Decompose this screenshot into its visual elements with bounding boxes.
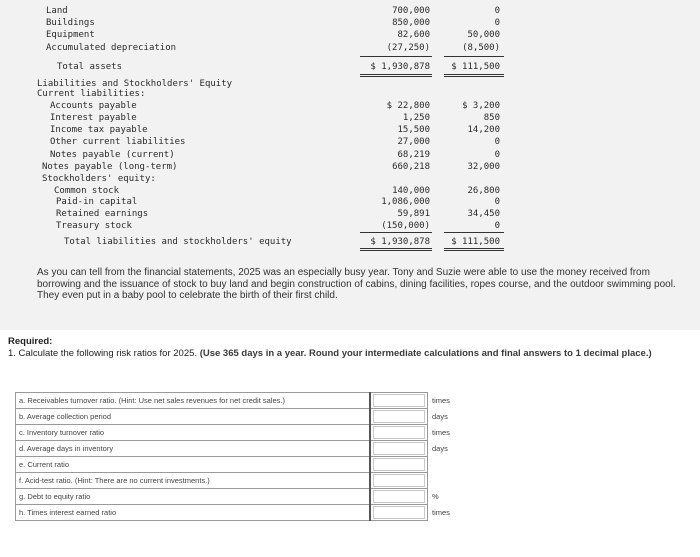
bs-value-c1: (150,000)	[381, 221, 430, 231]
bs-value-c1: 1,250	[402, 113, 430, 123]
bs-row-label: Treasury stock	[56, 221, 132, 231]
underline-rule	[360, 232, 432, 233]
bs-row-label: Total assets	[57, 62, 123, 72]
ratio-label: c. Inventory turnover ratio	[16, 425, 371, 441]
bs-value-c2: 0	[494, 150, 500, 160]
bs-row-label: Common stock	[54, 186, 120, 196]
ratio-answer-input[interactable]	[373, 506, 425, 519]
ratio-answer-input[interactable]	[373, 394, 425, 407]
ratio-label: b. Average collection period	[16, 409, 371, 425]
bs-value-c1: 660,218	[392, 162, 430, 172]
bs-value-c2: $ 111,500	[451, 62, 500, 72]
ratio-answer-input[interactable]	[373, 474, 425, 487]
bs-value-c1: 82,600	[397, 30, 430, 40]
bs-value-c2: 34,450	[467, 209, 500, 219]
underline-rule	[444, 74, 504, 75]
ratio-answer-cell	[370, 473, 428, 489]
bs-row-label: Accounts payable	[50, 101, 137, 111]
ratio-label: h. Times interest earned ratio	[16, 505, 371, 521]
bs-row-label: Total liabilities and stockholders' equity	[64, 237, 292, 247]
bs-value-c2: 0	[494, 137, 500, 147]
ratio-answer-cell	[370, 457, 428, 473]
ratio-row	[16, 473, 463, 489]
bs-row-label: Equipment	[46, 30, 95, 40]
bs-value-c1: 68,219	[397, 150, 430, 160]
narrative-text: As you can tell from the financial statements, 2025 was an especially busy year. Tony and Suzie were able to use the money received from borrowing and the issuance of stock to buy land and begin construction of cabins, dining facilities, ropes course, and the outdoor swimming pool. They even put in a baby pool to celebrate the birth of their first child.	[37, 267, 676, 301]
ratio-row	[16, 393, 463, 409]
ratio-row	[16, 505, 463, 521]
bs-value-c1: (27,250)	[386, 43, 430, 53]
ratio-unit: times	[432, 508, 450, 517]
bs-value-c2: $ 111,500	[451, 237, 500, 247]
ratio-row	[16, 409, 463, 425]
underline-rule	[360, 76, 432, 77]
ratio-row	[16, 489, 463, 505]
bs-value-c2: 26,800	[467, 186, 500, 196]
ratio-answer-input[interactable]	[373, 410, 425, 423]
ratio-answer-input[interactable]	[373, 426, 425, 439]
bs-value-c2: 50,000	[467, 30, 500, 40]
ratio-answer-input[interactable]	[373, 458, 425, 471]
ratio-row	[16, 457, 463, 473]
ratio-answer-cell	[370, 505, 428, 521]
ratio-unit: days	[432, 444, 448, 453]
ratio-label: g. Debt to equity ratio	[16, 489, 371, 505]
requirement-block	[8, 336, 698, 359]
bs-row-label: Retained earnings	[56, 209, 149, 219]
bs-value-c2: 0	[494, 221, 500, 231]
ratio-label: f. Acid-test ratio. (Hint: There are no current investments.)	[16, 473, 371, 489]
required-instruction: (Use 365 days in a year. Round your intermediate calculations and final answers to 1 decimal place.)	[199, 347, 652, 359]
ratio-unit: days	[432, 412, 448, 421]
bs-value-c1: $ 1,930,878	[370, 237, 430, 247]
ratio-answer-cell	[370, 393, 428, 409]
required-heading: Required:	[8, 336, 53, 347]
underline-rule	[444, 248, 504, 249]
bs-row-label: Paid-in capital	[56, 197, 138, 207]
underline-rule	[444, 76, 504, 77]
underline-rule	[444, 232, 504, 233]
bs-value-c1: 700,000	[392, 6, 430, 16]
bs-row-label: Income tax payable	[50, 125, 148, 135]
bs-value-c1: 15,500	[397, 125, 430, 135]
bs-value-c1: 27,000	[397, 137, 430, 147]
bs-row-label: Land	[46, 6, 68, 16]
bs-value-c1: 59,891	[397, 209, 430, 219]
ratio-answer-cell	[370, 489, 428, 505]
ratio-row	[16, 441, 463, 457]
ratio-unit	[428, 457, 463, 473]
underline-rule	[360, 250, 432, 251]
ratio-label: e. Current ratio	[16, 457, 371, 473]
bs-value-c2: 850	[483, 113, 500, 123]
required-text: 1. Calculate the following risk ratios for 2025.	[8, 347, 198, 359]
ratio-answer-cell	[370, 425, 428, 441]
bs-row-label: Buildings	[46, 18, 95, 28]
bs-value-c1: $ 1,930,878	[370, 62, 430, 72]
bs-row-label: Accumulated depreciation	[46, 43, 177, 53]
ratio-answer-cell	[370, 441, 428, 457]
bs-row-label: Stockholders' equity:	[42, 174, 156, 184]
bs-row-label: Current liabilities:	[37, 89, 146, 99]
ratio-unit: times	[432, 396, 450, 405]
bs-value-c2: 0	[494, 6, 500, 16]
ratio-unit	[428, 473, 463, 489]
bs-value-c2: 0	[494, 18, 500, 28]
underline-rule	[360, 56, 432, 57]
underline-rule	[444, 250, 504, 251]
ratio-label: a. Receivables turnover ratio. (Hint: Use net sales revenues for net credit sales.)	[16, 393, 371, 409]
underline-rule	[360, 74, 432, 75]
ratio-answer-input[interactable]	[373, 490, 425, 503]
ratio-answer-cell	[370, 409, 428, 425]
ratio-label: d. Average days in inventory	[16, 441, 371, 457]
bs-row-label: Notes payable (current)	[50, 150, 175, 160]
bs-value-c2: 32,000	[467, 162, 500, 172]
bs-value-c1: $ 22,800	[386, 101, 430, 111]
bs-value-c2: 0	[494, 197, 500, 207]
bs-value-c1: 140,000	[392, 186, 430, 196]
bs-value-c2: $ 3,200	[462, 101, 500, 111]
bs-value-c2: (8,500)	[462, 43, 500, 53]
ratio-unit: %	[432, 492, 439, 501]
bs-value-c1: 850,000	[392, 18, 430, 28]
ratio-table	[15, 392, 463, 521]
underline-rule	[360, 248, 432, 249]
bs-row-label: Other current liabilities	[50, 137, 186, 147]
bs-row-label: Liabilities and Stockholders' Equity	[37, 79, 233, 89]
bs-row-label: Notes payable (long-term)	[42, 162, 178, 172]
ratio-answer-input[interactable]	[373, 442, 425, 455]
ratio-row	[16, 425, 463, 441]
bs-value-c2: 14,200	[467, 125, 500, 135]
bs-row-label: Interest payable	[50, 113, 137, 123]
underline-rule	[444, 56, 504, 57]
ratio-unit: times	[432, 428, 450, 437]
bs-value-c1: 1,086,000	[381, 197, 430, 207]
